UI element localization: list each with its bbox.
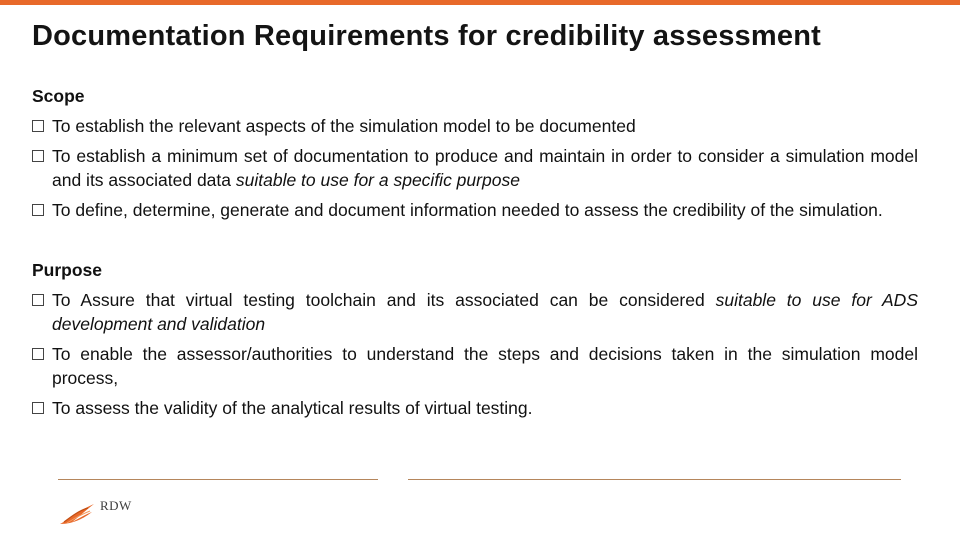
top-accent-bar (0, 0, 960, 5)
bullet-text (52, 144, 918, 192)
footer-divider-right (408, 479, 901, 480)
bullet-item (32, 198, 918, 222)
checkbox-bullet-icon (32, 204, 44, 216)
emphasis-text: suitable to use for a specific purpose (235, 170, 520, 190)
text-run: To establish the relevant aspects of the simulation model to be documented (52, 116, 636, 136)
rdw-logo (58, 498, 148, 528)
checkbox-bullet-icon (32, 120, 44, 132)
scope-list (32, 114, 918, 222)
text-run: To define, determine, generate and document information needed to assess the credibility of the simulation. (52, 200, 883, 220)
text-run: To assess the validity of the analytical results of virtual testing. (52, 398, 533, 418)
checkbox-bullet-icon (32, 150, 44, 162)
text-run: To enable the assessor/authorities to understand the steps and decisions taken in the simulation model process, (52, 344, 918, 388)
footer-divider-left (58, 479, 378, 480)
text-run: To Assure that virtual testing toolchain and its associated can be considered (52, 290, 716, 310)
scope-heading: Scope (32, 86, 85, 106)
bullet-item (32, 396, 918, 420)
text-run: To establish a minimum set of documentation to produce and maintain in order to consider a simulation model and its associated data (52, 146, 918, 190)
bullet-text (52, 396, 918, 420)
rdw-flame-logo-icon (58, 500, 98, 531)
slide-body (32, 84, 918, 426)
bullet-item (32, 342, 918, 390)
checkbox-bullet-icon (32, 348, 44, 360)
checkbox-bullet-icon (32, 294, 44, 306)
bullet-text (52, 198, 918, 222)
bullet-text (52, 114, 918, 138)
emphasis-text: suitable to use for ADS development and validation (52, 290, 918, 334)
purpose-heading: Purpose (32, 260, 103, 280)
purpose-list (32, 288, 918, 420)
rdw-logo-text: RDW (100, 498, 132, 513)
page-title: Documentation Requirements for credibility assessment (32, 20, 821, 52)
bullet-text (52, 288, 918, 336)
bullet-item (32, 144, 918, 192)
checkbox-bullet-icon (32, 402, 44, 414)
bullet-text (52, 342, 918, 390)
bullet-item (32, 114, 918, 138)
bullet-item (32, 288, 918, 336)
